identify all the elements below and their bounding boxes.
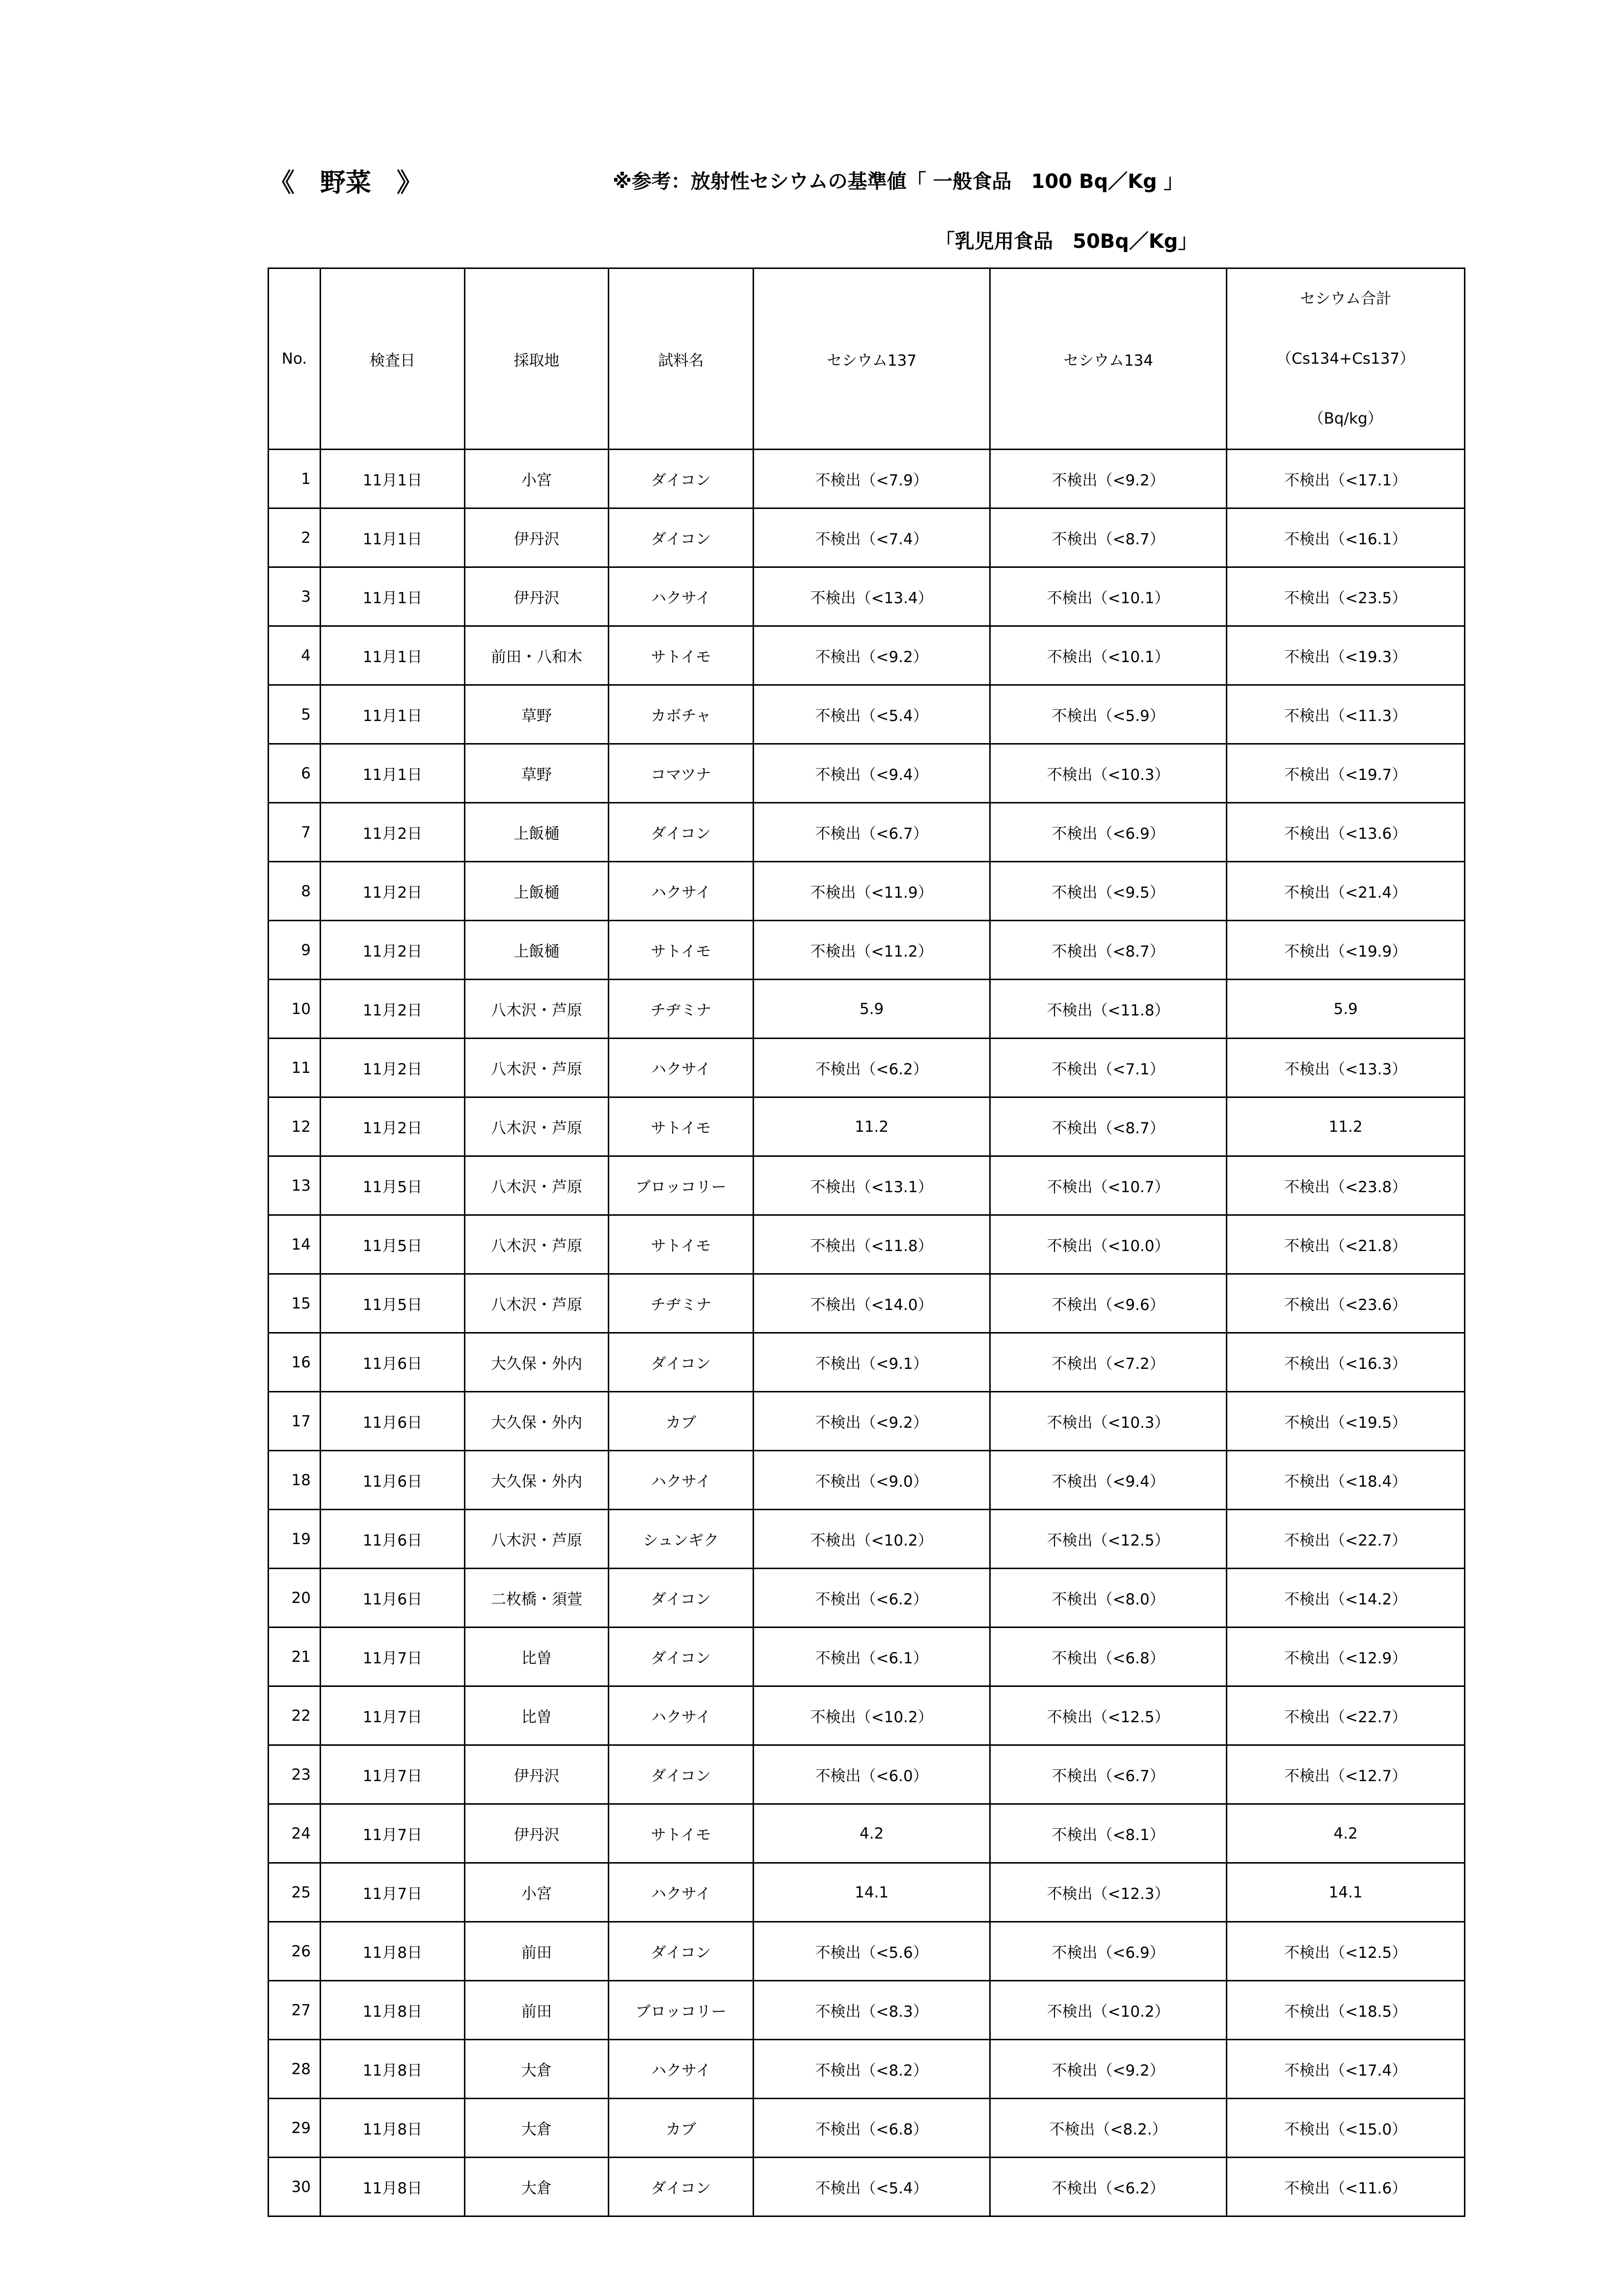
- cell-cs137: 14.1: [754, 1863, 990, 1922]
- table-row: [269, 508, 1465, 567]
- cell-date: 11月2日: [321, 1039, 465, 1097]
- cell-date: 11月7日: [321, 1628, 465, 1686]
- cell-cs134: 不検出（<9.6）: [990, 1274, 1227, 1333]
- cell-no: 1: [269, 450, 321, 508]
- cell-sample: カボチャ: [609, 685, 754, 744]
- cell-total: 不検出（<21.4）: [1227, 862, 1465, 921]
- cell-cs137: 不検出（<8.3）: [754, 1981, 990, 2040]
- cell-sample: サトイモ: [609, 1097, 754, 1156]
- cell-total: 5.9: [1227, 980, 1465, 1039]
- cell-location: 八木沢・芦原: [465, 1510, 609, 1569]
- cell-cs134: 不検出（<6.9）: [990, 1922, 1227, 1981]
- cell-sample: チヂミナ: [609, 980, 754, 1039]
- cell-cs137: 不検出（<13.4）: [754, 567, 990, 626]
- table-row: [269, 980, 1465, 1039]
- table-row: [269, 1628, 1465, 1686]
- cell-location: 伊丹沢: [465, 1745, 609, 1804]
- cell-cs137: 不検出（<5.6）: [754, 1922, 990, 1981]
- cell-sample: ハクサイ: [609, 567, 754, 626]
- cell-location: 伊丹沢: [465, 1804, 609, 1863]
- cell-cs137: 不検出（<6.7）: [754, 803, 990, 862]
- cell-sample: ハクサイ: [609, 1863, 754, 1922]
- cell-date: 11月2日: [321, 803, 465, 862]
- cell-sample: チヂミナ: [609, 1274, 754, 1333]
- cell-cs137: 不検出（<10.2）: [754, 1686, 990, 1745]
- cell-date: 11月5日: [321, 1215, 465, 1274]
- cell-cs134: 不検出（<8.7）: [990, 921, 1227, 980]
- cell-no: 8: [269, 862, 321, 921]
- cell-cs134: 不検出（<8.7）: [990, 508, 1227, 567]
- table-row: [269, 1686, 1465, 1745]
- cell-cs134: 不検出（<5.9）: [990, 685, 1227, 744]
- cell-location: 草野: [465, 685, 609, 744]
- header-date: 検査日: [321, 268, 465, 450]
- cell-location: 八木沢・芦原: [465, 980, 609, 1039]
- cell-cs134: 不検出（<10.1）: [990, 626, 1227, 685]
- cell-total: 4.2: [1227, 1804, 1465, 1863]
- cell-cs134: 不検出（<6.9）: [990, 803, 1227, 862]
- cell-date: 11月6日: [321, 1451, 465, 1510]
- cell-cs134: 不検出（<10.0）: [990, 1215, 1227, 1274]
- cell-total: 不検出（<17.1）: [1227, 450, 1465, 508]
- table-row: [269, 1922, 1465, 1981]
- cell-no: 11: [269, 1039, 321, 1097]
- cell-no: 4: [269, 626, 321, 685]
- table-row: [269, 1097, 1465, 1156]
- cell-cs137: 不検出（<7.9）: [754, 450, 990, 508]
- header-total-line2: （Cs134+Cs137）: [1276, 350, 1415, 368]
- table-header-row: [269, 268, 1465, 450]
- table-row: [269, 567, 1465, 626]
- cell-sample: ダイコン: [609, 1628, 754, 1686]
- cell-cs134: 不検出（<6.8）: [990, 1628, 1227, 1686]
- cell-no: 5: [269, 685, 321, 744]
- cell-cs134: 不検出（<8.7）: [990, 1097, 1227, 1156]
- cell-cs134: 不検出（<7.1）: [990, 1039, 1227, 1097]
- cell-sample: サトイモ: [609, 626, 754, 685]
- cell-sample: ブロッコリー: [609, 1156, 754, 1215]
- page-title: 《 野菜 》: [269, 168, 423, 198]
- table-row: [269, 2040, 1465, 2099]
- cell-cs134: 不検出（<9.4）: [990, 1451, 1227, 1510]
- cell-cs137: 不検出（<14.0）: [754, 1274, 990, 1333]
- cell-cs134: 不検出（<10.1）: [990, 567, 1227, 626]
- cell-cs134: 不検出（<10.7）: [990, 1156, 1227, 1215]
- cell-total: 14.1: [1227, 1863, 1465, 1922]
- table-row: [269, 685, 1465, 744]
- cell-date: 11月2日: [321, 980, 465, 1039]
- cell-total: 不検出（<19.3）: [1227, 626, 1465, 685]
- cell-date: 11月7日: [321, 1804, 465, 1863]
- cell-sample: サトイモ: [609, 921, 754, 980]
- cell-sample: サトイモ: [609, 1804, 754, 1863]
- header-location: 採取地: [465, 268, 609, 450]
- table-row: [269, 1804, 1465, 1863]
- cell-total: 不検出（<23.6）: [1227, 1274, 1465, 1333]
- cell-cs134: 不検出（<9.2）: [990, 450, 1227, 508]
- cell-location: 八木沢・芦原: [465, 1097, 609, 1156]
- cell-cs134: 不検出（<12.5）: [990, 1510, 1227, 1569]
- cell-sample: ダイコン: [609, 1745, 754, 1804]
- cell-total: 不検出（<23.8）: [1227, 1156, 1465, 1215]
- cell-cs134: 不検出（<12.5）: [990, 1686, 1227, 1745]
- cell-no: 9: [269, 921, 321, 980]
- cell-location: 草野: [465, 744, 609, 803]
- cell-location: 比曽: [465, 1628, 609, 1686]
- cell-total: 不検出（<12.7）: [1227, 1745, 1465, 1804]
- cell-date: 11月2日: [321, 862, 465, 921]
- cell-date: 11月7日: [321, 1745, 465, 1804]
- table-row: [269, 1333, 1465, 1392]
- cell-total: 11.2: [1227, 1097, 1465, 1156]
- header-no: No.: [269, 268, 321, 450]
- cell-sample: ダイコン: [609, 1922, 754, 1981]
- cell-cs137: 不検出（<11.9）: [754, 862, 990, 921]
- cell-date: 11月7日: [321, 1686, 465, 1745]
- cell-cs137: 不検出（<6.0）: [754, 1745, 990, 1804]
- cell-total: 不検出（<13.3）: [1227, 1039, 1465, 1097]
- cell-cs137: 不検出（<11.2）: [754, 921, 990, 980]
- cell-sample: ハクサイ: [609, 1686, 754, 1745]
- cell-sample: ハクサイ: [609, 1039, 754, 1097]
- cell-location: 伊丹沢: [465, 567, 609, 626]
- header-total-line3: （Bq/kg）: [1308, 410, 1383, 427]
- cell-location: 小宮: [465, 1863, 609, 1922]
- cell-total: 不検出（<19.9）: [1227, 921, 1465, 980]
- reference-standard-general: ※参考：放射性セシウムの基準値「 一般食品 100 Bq／Kg 」: [613, 170, 1184, 193]
- cell-location: 上飯樋: [465, 921, 609, 980]
- table-row: [269, 1156, 1465, 1215]
- cell-location: 伊丹沢: [465, 508, 609, 567]
- cell-date: 11月1日: [321, 567, 465, 626]
- cell-date: 11月6日: [321, 1510, 465, 1569]
- cell-no: 22: [269, 1686, 321, 1745]
- cell-sample: ダイコン: [609, 1333, 754, 1392]
- cell-no: 20: [269, 1569, 321, 1628]
- cell-no: 14: [269, 1215, 321, 1274]
- cell-sample: ハクサイ: [609, 1451, 754, 1510]
- cell-sample: ブロッコリー: [609, 1981, 754, 2040]
- cell-no: 19: [269, 1510, 321, 1569]
- cell-total: 不検出（<15.0）: [1227, 2099, 1465, 2158]
- cell-sample: ダイコン: [609, 803, 754, 862]
- cell-cs134: 不検出（<9.2）: [990, 2040, 1227, 2099]
- cell-cs134: 不検出（<10.3）: [990, 1392, 1227, 1451]
- cell-date: 11月6日: [321, 1392, 465, 1451]
- cell-sample: カブ: [609, 1392, 754, 1451]
- cell-cs137: 不検出（<9.2）: [754, 626, 990, 685]
- cesium-results-table: [268, 267, 1465, 2217]
- table-row: [269, 1510, 1465, 1569]
- cell-location: 八木沢・芦原: [465, 1215, 609, 1274]
- table-row: [269, 2158, 1465, 2216]
- cell-cs137: 不検出（<6.2）: [754, 1039, 990, 1097]
- cell-cs137: 不検出（<6.8）: [754, 2099, 990, 2158]
- cell-no: 12: [269, 1097, 321, 1156]
- cell-no: 24: [269, 1804, 321, 1863]
- cell-total: 不検出（<18.4）: [1227, 1451, 1465, 1510]
- cell-date: 11月2日: [321, 1097, 465, 1156]
- reference-standard-infant: 「乳児用食品 50Bq／Kg」: [935, 230, 1198, 253]
- table-row: [269, 2099, 1465, 2158]
- cell-no: 2: [269, 508, 321, 567]
- cell-location: 前田・八和木: [465, 626, 609, 685]
- cell-location: 大倉: [465, 2040, 609, 2099]
- cell-total: 不検出（<16.1）: [1227, 508, 1465, 567]
- cell-cs137: 不検出（<7.4）: [754, 508, 990, 567]
- cell-no: 15: [269, 1274, 321, 1333]
- cell-no: 13: [269, 1156, 321, 1215]
- cell-cs137: 不検出（<10.2）: [754, 1510, 990, 1569]
- cell-cs134: 不検出（<11.8）: [990, 980, 1227, 1039]
- cell-no: 30: [269, 2158, 321, 2216]
- cell-date: 11月8日: [321, 2040, 465, 2099]
- cell-cs134: 不検出（<8.1）: [990, 1804, 1227, 1863]
- cell-total: 不検出（<11.6）: [1227, 2158, 1465, 2216]
- cell-total: 不検出（<22.7）: [1227, 1510, 1465, 1569]
- cell-date: 11月5日: [321, 1156, 465, 1215]
- cell-location: 大久保・外内: [465, 1451, 609, 1510]
- cell-location: 大倉: [465, 2158, 609, 2216]
- cell-date: 11月5日: [321, 1274, 465, 1333]
- cell-location: 大久保・外内: [465, 1392, 609, 1451]
- table-row: [269, 1274, 1465, 1333]
- cell-no: 7: [269, 803, 321, 862]
- cell-date: 11月7日: [321, 1863, 465, 1922]
- cell-date: 11月8日: [321, 1981, 465, 2040]
- cell-cs137: 不検出（<8.2）: [754, 2040, 990, 2099]
- cell-total: 不検出（<21.8）: [1227, 1215, 1465, 1274]
- cell-cs137: 不検出（<6.2）: [754, 1569, 990, 1628]
- cell-sample: コマツナ: [609, 744, 754, 803]
- cell-no: 21: [269, 1628, 321, 1686]
- cell-location: 大倉: [465, 2099, 609, 2158]
- table-row: [269, 1569, 1465, 1628]
- cell-date: 11月1日: [321, 626, 465, 685]
- cell-cs134: 不検出（<8.2.）: [990, 2099, 1227, 2158]
- cell-total: 不検出（<19.5）: [1227, 1392, 1465, 1451]
- cell-sample: ハクサイ: [609, 862, 754, 921]
- cell-date: 11月2日: [321, 921, 465, 980]
- cell-no: 28: [269, 2040, 321, 2099]
- cell-cs134: 不検出（<6.7）: [990, 1745, 1227, 1804]
- cell-cs134: 不検出（<10.2）: [990, 1981, 1227, 2040]
- cell-location: 前田: [465, 1922, 609, 1981]
- cell-date: 11月8日: [321, 1922, 465, 1981]
- cell-date: 11月1日: [321, 685, 465, 744]
- cell-cs137: 不検出（<5.4）: [754, 685, 990, 744]
- cell-sample: ダイコン: [609, 450, 754, 508]
- cell-sample: ダイコン: [609, 2158, 754, 2216]
- cell-location: 上飯樋: [465, 803, 609, 862]
- cell-total: 不検出（<22.7）: [1227, 1686, 1465, 1745]
- cell-sample: サトイモ: [609, 1215, 754, 1274]
- table-row: [269, 744, 1465, 803]
- cell-sample: ダイコン: [609, 508, 754, 567]
- cell-total: 不検出（<12.9）: [1227, 1628, 1465, 1686]
- cell-total: 不検出（<12.5）: [1227, 1922, 1465, 1981]
- cell-location: 二枚橋・須萱: [465, 1569, 609, 1628]
- cell-location: 上飯樋: [465, 862, 609, 921]
- cell-sample: ハクサイ: [609, 2040, 754, 2099]
- cell-no: 17: [269, 1392, 321, 1451]
- table-row: [269, 626, 1465, 685]
- cell-cs137: 不検出（<9.2）: [754, 1392, 990, 1451]
- cell-sample: ダイコン: [609, 1569, 754, 1628]
- table-row: [269, 803, 1465, 862]
- cell-no: 16: [269, 1333, 321, 1392]
- cell-cs137: 4.2: [754, 1804, 990, 1863]
- cell-no: 25: [269, 1863, 321, 1922]
- table-row: [269, 862, 1465, 921]
- cell-total: 不検出（<11.3）: [1227, 685, 1465, 744]
- cell-no: 26: [269, 1922, 321, 1981]
- cell-cs137: 不検出（<13.1）: [754, 1156, 990, 1215]
- cell-no: 29: [269, 2099, 321, 2158]
- cell-cs134: 不検出（<10.3）: [990, 744, 1227, 803]
- cell-date: 11月8日: [321, 2158, 465, 2216]
- cell-location: 八木沢・芦原: [465, 1274, 609, 1333]
- cell-cs137: 不検出（<5.4）: [754, 2158, 990, 2216]
- cell-date: 11月8日: [321, 2099, 465, 2158]
- cell-location: 小宮: [465, 450, 609, 508]
- cell-no: 27: [269, 1981, 321, 2040]
- table-row: [269, 1745, 1465, 1804]
- cell-total: 不検出（<18.5）: [1227, 1981, 1465, 2040]
- cell-cs137: 不検出（<11.8）: [754, 1215, 990, 1274]
- cell-cs137: 11.2: [754, 1097, 990, 1156]
- table-row: [269, 1863, 1465, 1922]
- cell-cs137: 不検出（<9.1）: [754, 1333, 990, 1392]
- header-sample: 試料名: [609, 268, 754, 450]
- cell-location: 八木沢・芦原: [465, 1156, 609, 1215]
- cell-no: 18: [269, 1451, 321, 1510]
- cell-date: 11月1日: [321, 450, 465, 508]
- cell-sample: シュンギク: [609, 1510, 754, 1569]
- cell-cs134: 不検出（<6.2）: [990, 2158, 1227, 2216]
- cell-location: 八木沢・芦原: [465, 1039, 609, 1097]
- cell-location: 前田: [465, 1981, 609, 2040]
- cell-cs137: 5.9: [754, 980, 990, 1039]
- cell-location: 大久保・外内: [465, 1333, 609, 1392]
- cell-cs137: 不検出（<6.1）: [754, 1628, 990, 1686]
- cell-total: 不検出（<14.2）: [1227, 1569, 1465, 1628]
- cell-cs134: 不検出（<9.5）: [990, 862, 1227, 921]
- cell-cs134: 不検出（<8.0）: [990, 1569, 1227, 1628]
- header-total-line1: セシウム合計: [1300, 290, 1391, 308]
- table-row: [269, 1981, 1465, 2040]
- cell-date: 11月1日: [321, 744, 465, 803]
- cell-total: 不検出（<16.3）: [1227, 1333, 1465, 1392]
- table-row: [269, 1039, 1465, 1097]
- cell-total: 不検出（<17.4）: [1227, 2040, 1465, 2099]
- table-body: [269, 450, 1465, 2216]
- header-total: [1227, 268, 1465, 450]
- table-row: [269, 1451, 1465, 1510]
- cell-no: 3: [269, 567, 321, 626]
- cell-date: 11月6日: [321, 1569, 465, 1628]
- cell-no: 23: [269, 1745, 321, 1804]
- cell-total: 不検出（<23.5）: [1227, 567, 1465, 626]
- cell-date: 11月6日: [321, 1333, 465, 1392]
- cell-total: 不検出（<13.6）: [1227, 803, 1465, 862]
- cell-no: 10: [269, 980, 321, 1039]
- table-row: [269, 450, 1465, 508]
- cell-cs134: 不検出（<7.2）: [990, 1333, 1227, 1392]
- cell-date: 11月1日: [321, 508, 465, 567]
- cell-sample: カブ: [609, 2099, 754, 2158]
- cell-location: 比曽: [465, 1686, 609, 1745]
- cell-cs134: 不検出（<12.3）: [990, 1863, 1227, 1922]
- cell-no: 6: [269, 744, 321, 803]
- table-row: [269, 1392, 1465, 1451]
- table-row: [269, 1215, 1465, 1274]
- cell-cs137: 不検出（<9.0）: [754, 1451, 990, 1510]
- cell-total: 不検出（<19.7）: [1227, 744, 1465, 803]
- cell-cs137: 不検出（<9.4）: [754, 744, 990, 803]
- header-cs134: セシウム134: [990, 268, 1227, 450]
- header-cs137: セシウム137: [754, 268, 990, 450]
- table-row: [269, 921, 1465, 980]
